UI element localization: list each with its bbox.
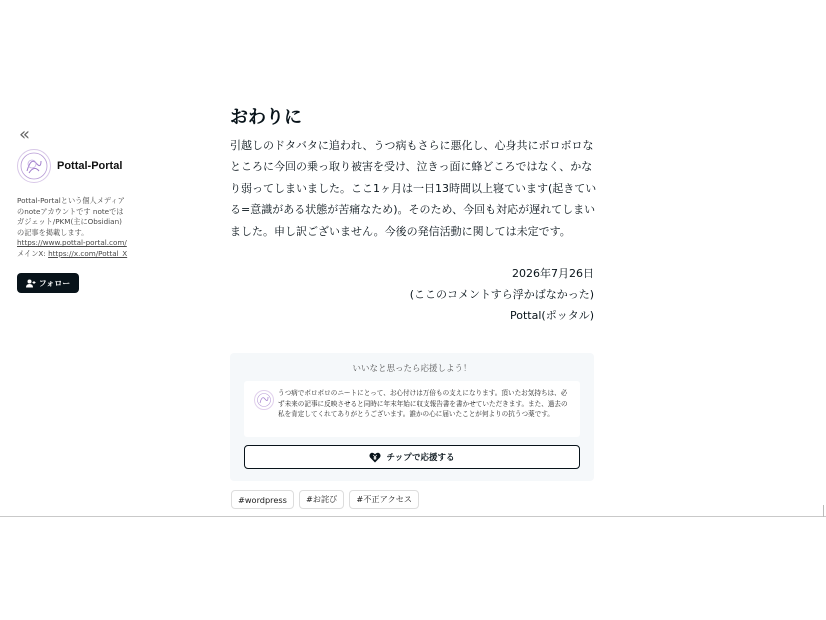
follow-label: フォロー: [38, 278, 71, 288]
heart-yen-icon: [369, 452, 381, 463]
tag-wordpress[interactable]: #wordpress: [231, 490, 294, 509]
avatar[interactable]: [17, 149, 51, 183]
tag-unauthorized-access[interactable]: #不正アクセス: [349, 490, 419, 509]
tip-button[interactable]: [244, 445, 580, 469]
support-box: [230, 353, 594, 481]
tag-list: [231, 490, 419, 509]
creator-name[interactable]: Pottal-Portal: [57, 160, 123, 172]
scrollbar-edge: [823, 505, 824, 517]
article-body: 引越しのドタバタに追われ、うつ病もさらに悪化し、心身共にボロボロなところに今回の乗っ取り被害を受け、泣きっ面に蜂どころではなく、かなり弱ってしまいました。ここ1ヶ月は一日13時間以上寝ています(起きている=意識がある状態が苦痛なため)。そのため、今回も対応が遅れてしまいました。申し訳ございません。今後の発信活動に関しては未定です。: [230, 139, 597, 238]
creator-bio: [17, 196, 129, 259]
article-date: 2026年7月26日: [512, 267, 594, 280]
creator-logo-icon: [256, 392, 272, 408]
article-author: Pottal(ポッタル): [510, 309, 594, 322]
bio-x-link[interactable]: https://x.com/Pottal_X: [48, 248, 128, 258]
bio-website-link[interactable]: https://www.pottal-portal.com/: [17, 238, 127, 247]
creator-mini-avatar: [254, 390, 274, 410]
creator-logo-icon: [19, 151, 49, 181]
collapse-sidebar-icon[interactable]: «: [19, 124, 29, 145]
article-comment: (ここのコメントすら浮かばなかった): [409, 288, 594, 301]
support-title: いいなと思ったら応援しよう！: [352, 364, 472, 374]
user-plus-icon: [26, 279, 36, 288]
creator-info: [17, 149, 122, 183]
support-message-card: [244, 381, 580, 437]
bio-text: Pottal-Portalという個人メディアのnoteアカウントです noteではガジェット/PKM(主にObsidian)の記事を掲載します。: [17, 196, 125, 237]
follow-button[interactable]: [17, 273, 79, 293]
tip-label: チップで応援する: [386, 453, 455, 463]
bio-between-text: メインX:: [17, 248, 49, 258]
support-message: うつ病でボロボロのニートにとって、お心付けは万倍もの支えになります。頂いたお気持ちは、必ず未来の記事に反映させると同時に年末年始に収支報告書を書かせていただきます。また、過去の私を肯定してくれてありがとうございます。誰かの心に届いたことが何よりの抗うつ薬です。: [278, 389, 568, 419]
tag-apology[interactable]: #お詫び: [299, 490, 344, 509]
section-heading: おわりに: [230, 107, 302, 128]
